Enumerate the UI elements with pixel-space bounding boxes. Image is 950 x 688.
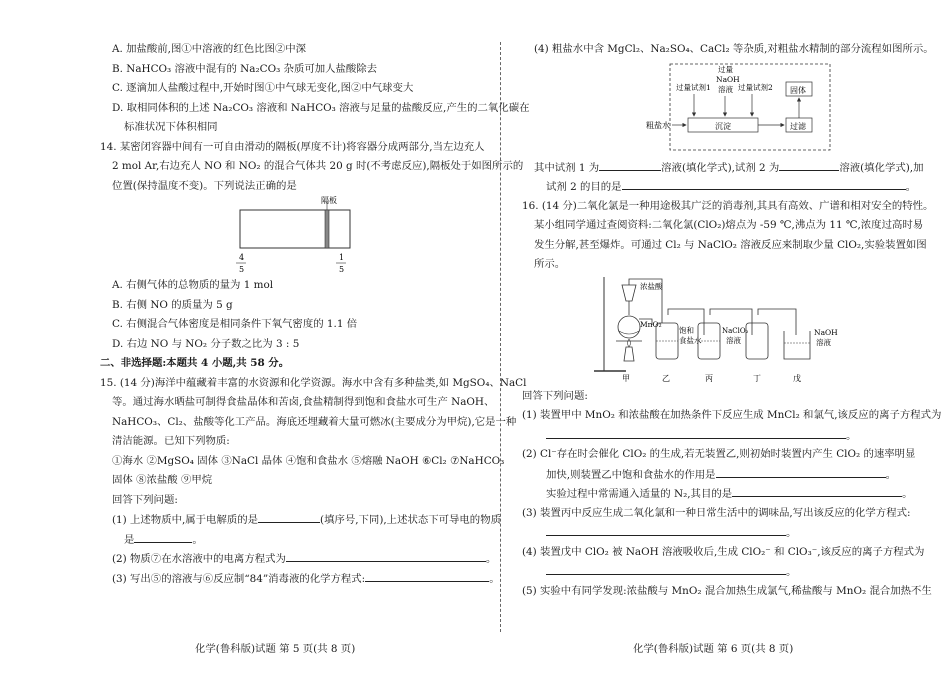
q16-part5: (5) 实验中有同学发现:浓盐酸与 MnO₂ 混合加热生成氯气,稀盐酸与 MnO₂ 混合加热不生 bbox=[522, 584, 932, 597]
section-heading: 二、非选择题:本题共 4 小题,共 58 分。 bbox=[100, 357, 290, 369]
q15-part2: (2) 物质⑦在水溶液中的电离方程式为 。 bbox=[100, 549, 482, 569]
answer-blank[interactable] bbox=[716, 465, 886, 478]
partition-label: 隔板 bbox=[321, 196, 337, 205]
app-naoh-1: NaOH bbox=[814, 327, 838, 337]
app-naclo2-1: NaClO₂ bbox=[722, 326, 749, 335]
q16-part3: (3) 装置丙中反应生成二氧化氯和一种日常生活中的调味品,写出该反应的化学方程式: bbox=[522, 506, 911, 519]
q14-container-figure bbox=[100, 196, 482, 276]
q13-option-d: D. 取相同体积的上述 Na₂CO₃ 溶液和 NaHCO₃ 溶液与足量的盐酸反应,产生的二氧化碳在 bbox=[112, 101, 530, 114]
q16-stem-2: 某小组同学通过查阅资料:二氧化氯(ClO₂)熔点为 -59 ℃,沸点为 11 ℃,浓度过高时易 bbox=[534, 219, 924, 231]
app-label-bing: 丙 bbox=[705, 373, 713, 383]
left-fraction-den: 5 bbox=[239, 265, 245, 274]
app-label-yi: 乙 bbox=[662, 373, 670, 383]
q14-option-c: C. 右侧混合气体密度是相同条件下氧气密度的 1.1 倍 bbox=[112, 318, 358, 330]
right-fraction-num: 1 bbox=[339, 253, 345, 262]
flow-input-label: 粗盐水 bbox=[646, 120, 670, 130]
q13-option-c: C. 逐滴加人盐酸过程中,开始时图①中气球无变化,图②中气球变大 bbox=[112, 82, 414, 94]
flow-precipitate: 沉淀 bbox=[715, 121, 731, 131]
q16-stem-3: 发生分解,甚至爆炸。可通过 Cl₂ 与 NaClO₂ 溶液反应来制取少量 ClO₂,实验装置如图 bbox=[534, 238, 927, 251]
app-salt-2: 食盐水 bbox=[679, 335, 702, 345]
q14-stem-2: 2 mol Ar,右边充人 NO 和 NO₂ 的混合气体共 20 g 时(不考虑反应),隔板处于如图所示的 bbox=[112, 160, 524, 172]
answer-blank[interactable] bbox=[365, 569, 489, 582]
q13-option-a: A. 加盐酸前,图①中溶液的红色比图②中深 bbox=[112, 43, 307, 55]
q16-part3-blank: 。 bbox=[522, 523, 912, 543]
q16-stem-1: 16. (14 分)二氧化氯是一种用途极其广泛的消毒剂,其具有高效、广谱和相对安全的特性。 bbox=[522, 199, 934, 212]
q15-stem-1: 15. (14 分)海洋中蕴藏着丰富的水资源和化学资源。海水中含有多种盐类,如 MgSO₄、NaCl bbox=[100, 376, 527, 389]
answer-blank[interactable] bbox=[286, 549, 486, 562]
answer-blank[interactable] bbox=[546, 562, 786, 575]
q14-stem-3: 位置(保持温度不变)。下列说法正确的是 bbox=[112, 179, 297, 192]
answer-blank[interactable] bbox=[258, 510, 320, 523]
app-naclo2-2: 溶液 bbox=[726, 335, 741, 345]
q15-substances-cont: 固体 ⑧浓盐酸 ⑨甲烷 bbox=[112, 474, 213, 486]
answer-blank[interactable] bbox=[732, 484, 902, 497]
answer-blank[interactable] bbox=[779, 158, 839, 171]
flow-naoh-1: 过量 bbox=[718, 64, 733, 74]
answer-blank[interactable] bbox=[622, 177, 906, 190]
flow-reagent1: 过量试剂1 bbox=[676, 82, 711, 92]
app-mno2: MnO₂ bbox=[640, 319, 662, 329]
flow-naoh-3: 溶液 bbox=[718, 84, 733, 94]
q14-option-b: B. 右侧 NO 的质量为 5 g bbox=[112, 298, 233, 311]
q16-part2-c: 实验过程中常需通入适量的 N₂,其目的是 。 bbox=[522, 484, 912, 504]
q16-part1-blank: 。 bbox=[522, 426, 912, 446]
q16-part2-b: 加快,则装置乙中饱和食盐水的作用是 。 bbox=[522, 465, 912, 485]
q16-part1: (1) 装置甲中 MnO₂ 和浓盐酸在加热条件下反应生成 MnCl₂ 和氯气,该反应的离子方程式为 bbox=[522, 409, 942, 421]
q14-option-a: A. 右侧气体的总物质的量为 1 mol bbox=[112, 279, 274, 291]
q15-part4-answer-cont: 试剂 2 的目的是 。 bbox=[522, 177, 912, 197]
app-naoh-2: 溶液 bbox=[816, 337, 831, 347]
q15-part4: (4) 粗盐水中含 MgCl₂、Na₂SO₄、CaCl₂ 等杂质,对粗盐水精制的部分流程如图所示。 bbox=[534, 43, 934, 55]
q15-stem-2: 等。通过海水晒盐可制得食盐晶体和苦卤,食盐精制得到饱和食盐水可生产 NaOH、 bbox=[112, 396, 495, 408]
answer-blank[interactable] bbox=[546, 523, 786, 536]
left-column bbox=[100, 40, 530, 588]
q14-stem-1: 14. 某密闭容器中间有一可自由滑动的隔板(厚度不计)将容器分成两部分,当左边充人 bbox=[100, 140, 485, 153]
app-hcl: 浓盐酸 bbox=[640, 281, 663, 291]
q16-answer-intro: 回答下列问题: bbox=[522, 389, 588, 402]
q16-stem-4: 所示。 bbox=[534, 258, 566, 270]
q15-stem-4: 清洁能源。已知下列物质: bbox=[112, 435, 230, 447]
apparatus-diagram bbox=[522, 275, 912, 387]
q15-part1-cont: 是 。 bbox=[100, 530, 482, 550]
q15-stem-3: NaHCO₃、Cl₂、盐酸等化工产品。海底还埋藏着大量可燃冰(主要成分为甲烷),它是一种 bbox=[112, 415, 517, 428]
q15-answer-intro: 回答下列问题: bbox=[112, 493, 178, 506]
right-column bbox=[522, 40, 942, 601]
column-divider bbox=[500, 42, 501, 632]
q14-option-d: D. 右边 NO 与 NO₂ 分子数之比为 3 : 5 bbox=[112, 337, 300, 350]
purification-flow-diagram bbox=[522, 60, 912, 158]
answer-blank[interactable] bbox=[599, 158, 661, 171]
left-fraction-num: 4 bbox=[239, 253, 245, 262]
answer-blank[interactable] bbox=[134, 530, 192, 543]
answer-blank[interactable] bbox=[546, 426, 846, 439]
q16-part4-blank: 。 bbox=[522, 562, 912, 582]
app-label-jia: 甲 bbox=[622, 373, 630, 383]
flow-filter: 过滤 bbox=[790, 121, 806, 131]
right-fraction-den: 5 bbox=[339, 265, 345, 274]
q13-option-d-cont: 标准状况下体积相同 bbox=[124, 121, 218, 133]
app-salt-1: 饱和 bbox=[679, 325, 694, 335]
footer-page-5: 化学(鲁科版)试题 第 5 页(共 8 页) bbox=[195, 643, 356, 655]
flow-naoh-2: NaOH bbox=[716, 74, 740, 84]
q15-part1: (1) 上述物质中,属于电解质的是 (填序号,下同),上述状态下可导电的物质 bbox=[100, 510, 482, 530]
footer-page-6: 化学(鲁科版)试题 第 6 页(共 8 页) bbox=[633, 643, 794, 655]
app-label-ding: 丁 bbox=[753, 373, 761, 383]
q15-part3: (3) 写出⑤的溶液与⑥反应制“84”消毒液的化学方程式: 。 bbox=[100, 569, 482, 589]
q15-part4-answer: 其中试剂 1 为 溶液(填化学式),试剂 2 为 溶液(填化学式),加 bbox=[522, 158, 912, 178]
q16-part2: (2) Cl⁻存在时会催化 ClO₂ 的生成,若无装置乙,则初始时装置内产生 ClO₂ 的速率明显 bbox=[522, 448, 916, 460]
app-label-wu: 戊 bbox=[793, 373, 801, 383]
q16-part4: (4) 装置戊中 ClO₂ 被 NaOH 溶液吸收后,生成 ClO₂⁻ 和 ClO₃⁻,该反应的离子方程式为 bbox=[522, 545, 925, 558]
flow-solid: 固体 bbox=[790, 85, 806, 95]
q15-substances: ①海水 ②MgSO₄ 固体 ③NaCl 晶体 ④饱和食盐水 ⑤熔融 NaOH ⑥Cl₂ ⑦NaHCO₃ bbox=[112, 454, 505, 467]
q13-option-b: B. NaHCO₃ 溶液中混有的 Na₂CO₃ 杂质可加人盐酸除去 bbox=[112, 62, 378, 75]
flow-reagent2: 过量试剂2 bbox=[738, 82, 773, 92]
